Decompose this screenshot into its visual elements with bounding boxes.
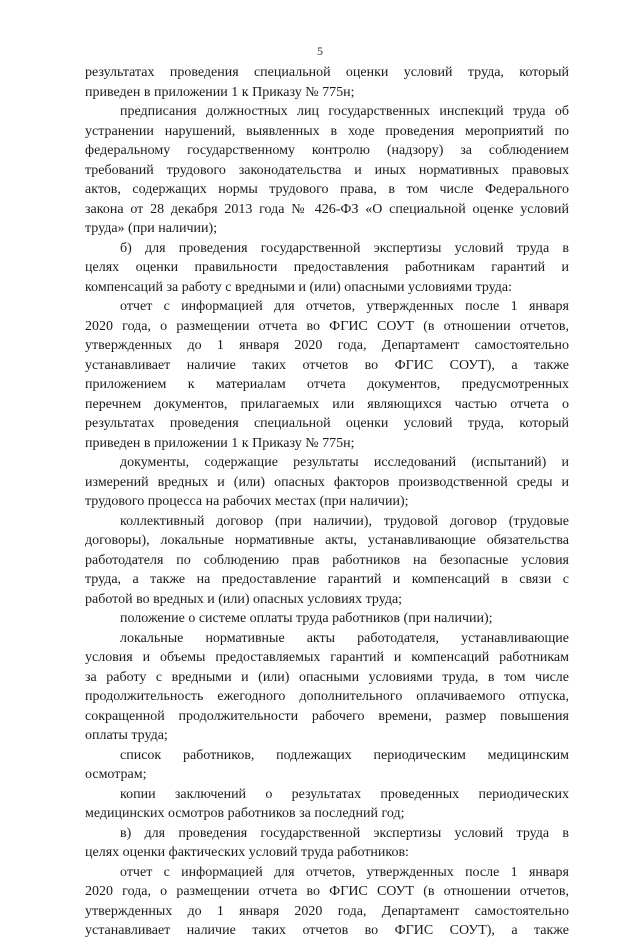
text-line: коллективный договор (при наличии), трудовой договор (трудовые	[120, 513, 569, 529]
text-line: труда, а также на предоставление гарантий и компенсаций в связи с	[85, 572, 569, 587]
text-line: перечнем документов, прилагаемых или являющихся частью отчета о	[85, 396, 569, 412]
text-line: устанавливает наличие таких отчетов во ФГИС СОУТ), а также	[85, 357, 569, 373]
text-line: условия и объемы предоставляемых гарантий и компенсаций работникам	[85, 650, 569, 665]
text-line: 2020 года, о размещении отчета во ФГИС СОУТ (в отношении отчетов,	[85, 318, 569, 334]
text-line: трудового процесса на рабочих местах (при наличии);	[85, 494, 409, 509]
text-line: результатах проведения специальной оценки условий труда, который	[85, 65, 569, 80]
text-line: оплаты труда;	[85, 728, 168, 743]
text-line: устранении нарушений, выявленных в ходе проведения мероприятий по	[85, 123, 569, 139]
text-line: приведен в приложении 1 к Приказу № 775н;	[85, 435, 355, 451]
text-line: предписания должностных лиц государственных инспекций труда об	[120, 104, 569, 119]
text-line: отчет с информацией для отчетов, утвержденных после 1 января	[120, 299, 569, 314]
text-line: результатах проведения специальной оценки условий труда, который	[85, 416, 569, 431]
text-line: список работников, подлежащих периодическим медицинским	[120, 747, 569, 763]
text-line: 2020 года, о размещении отчета во ФГИС СОУТ (в отношении отчетов,	[85, 884, 569, 899]
text-line: осмотрам;	[85, 767, 147, 782]
text-line: отчет с информацией для отчетов, утвержденных после 1 января	[120, 864, 569, 880]
text-line: приведен в приложении 1 к Приказу № 775н;	[85, 84, 355, 100]
text-line: труда» (при наличии);	[85, 221, 218, 236]
text-line: закона от 28 декабря 2013 года № 426-ФЗ «О специальной оценке условий	[85, 201, 569, 217]
text-line: актов, содержащих нормы трудового права, в том числе Федерального	[85, 182, 569, 197]
text-line: сокращенной продолжительности рабочего времени, размер повышения	[85, 708, 569, 724]
text-line: измерений вредных и (или) опасных факторов производственной среды и	[85, 474, 569, 490]
text-line: локальные нормативные акты работодателя, устанавливающие	[120, 630, 569, 646]
text-line: медицинских осмотров работников за последний год;	[85, 806, 405, 821]
text-line: положение о системе оплаты труда работников (при наличии);	[120, 611, 493, 626]
page-number: 5	[317, 44, 323, 58]
text-line: продолжительность ежегодного дополнительного оплачиваемого отпуска,	[85, 689, 569, 704]
text-line: требований трудового законодательства и иных нормативных правовых	[85, 162, 569, 178]
text-line: компенсаций за работу с вредными и (или) опасными условиями труда:	[85, 279, 513, 295]
text-line: целях оценки фактических условий труда работников:	[85, 845, 409, 860]
text-line: утвержденных до 1 января 2020 года, Департамент самостоятельно	[85, 338, 569, 353]
text-line: приложением к материалам отчета документов, предусмотренных	[85, 377, 569, 392]
text-line: копии заключений о результатах проведенных периодических	[120, 786, 569, 802]
document-body	[85, 63, 569, 941]
text-line: в) для проведения государственной экспертизы условий труда в	[120, 825, 569, 841]
text-line: работой во вредных и (или) опасных условиях труда;	[85, 591, 403, 607]
text-line: целях оценки правильности предоставления работникам гарантий и	[85, 260, 569, 275]
text-line: договоры), локальные нормативные акты, устанавливающие обязательства	[85, 533, 569, 548]
text-line: устанавливает наличие таких отчетов во ФГИС СОУТ), а также	[85, 923, 569, 938]
text-line: утвержденных до 1 января 2020 года, Департамент самостоятельно	[85, 903, 569, 919]
text-line: за работу с вредными и (или) опасными условиями труда, в том числе	[85, 669, 569, 685]
text-line: б) для проведения государственной экспертизы условий труда в	[120, 240, 569, 256]
text-line: федеральному государственному контролю (надзору) за соблюдением	[85, 143, 569, 158]
text-line: документы, содержащие результаты исследований (испытаний) и	[120, 455, 569, 470]
text-line: работодателя по соблюдению прав работников на безопасные условия	[85, 552, 569, 568]
